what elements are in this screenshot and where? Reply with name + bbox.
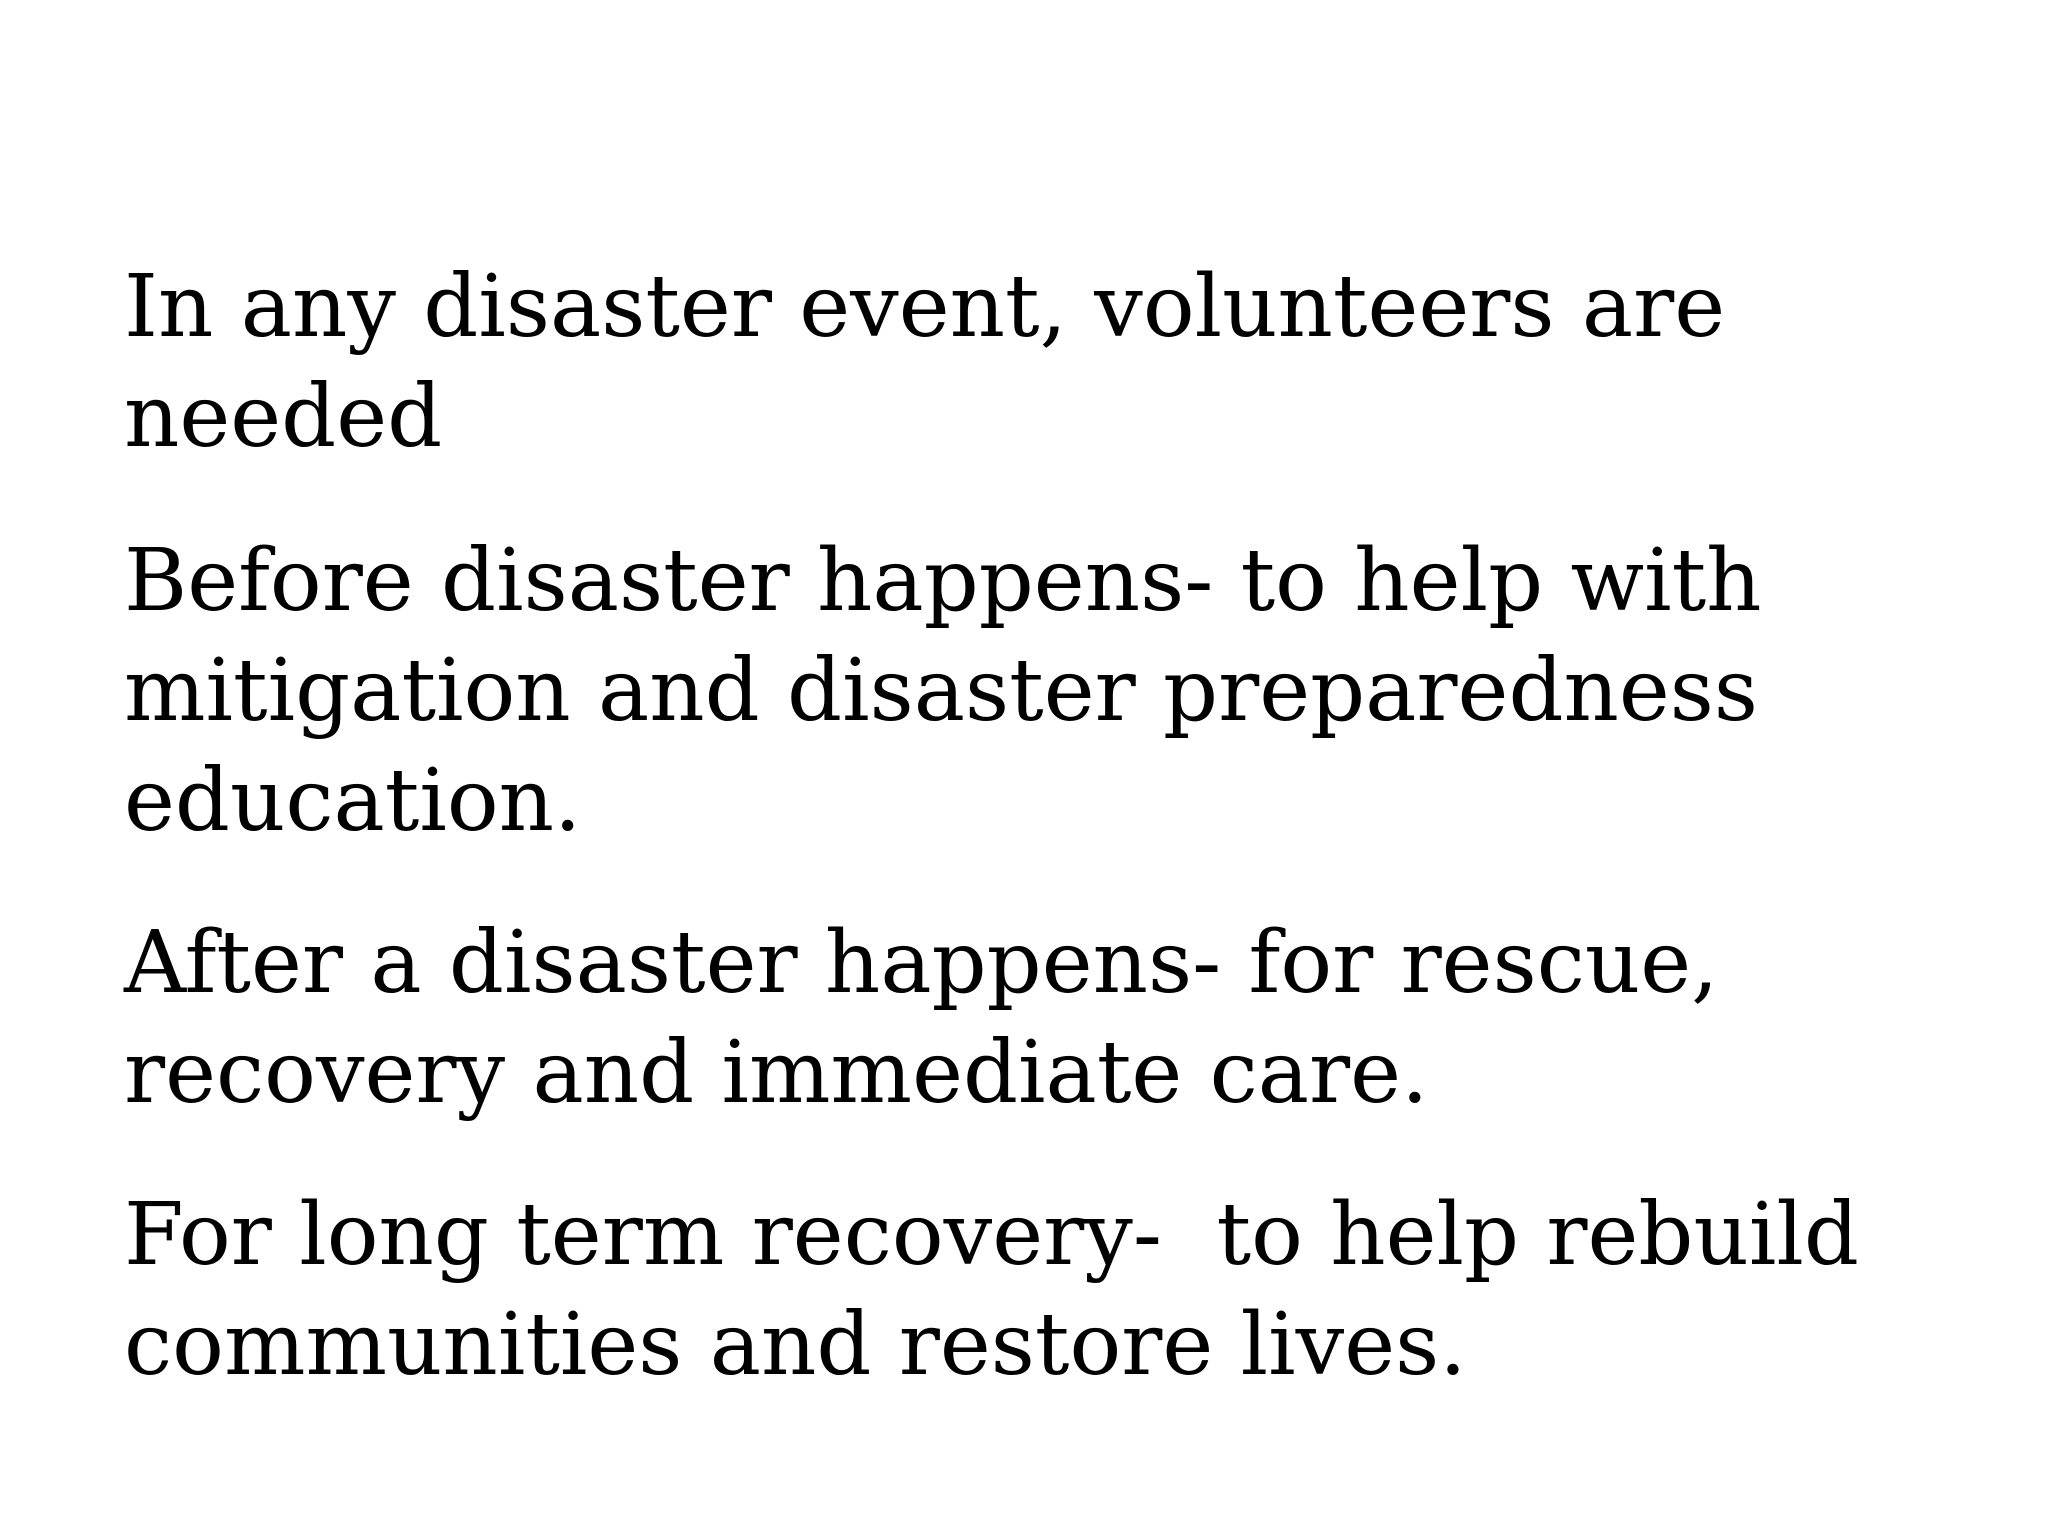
paragraph-long-term-recovery: For long term recovery- to help rebuild communities and restore lives. <box>124 1185 1887 1395</box>
slide-body <box>124 252 1984 1452</box>
paragraph-after-disaster: After a disaster happens- for rescue, recovery and immediate care. <box>124 913 1746 1123</box>
paragraph-before-disaster: Before disaster happens- to help with mitigation and disaster preparedness education. <box>124 531 1789 851</box>
paragraph-volunteers-needed: In any disaster event, volunteers are needed <box>124 257 1753 467</box>
